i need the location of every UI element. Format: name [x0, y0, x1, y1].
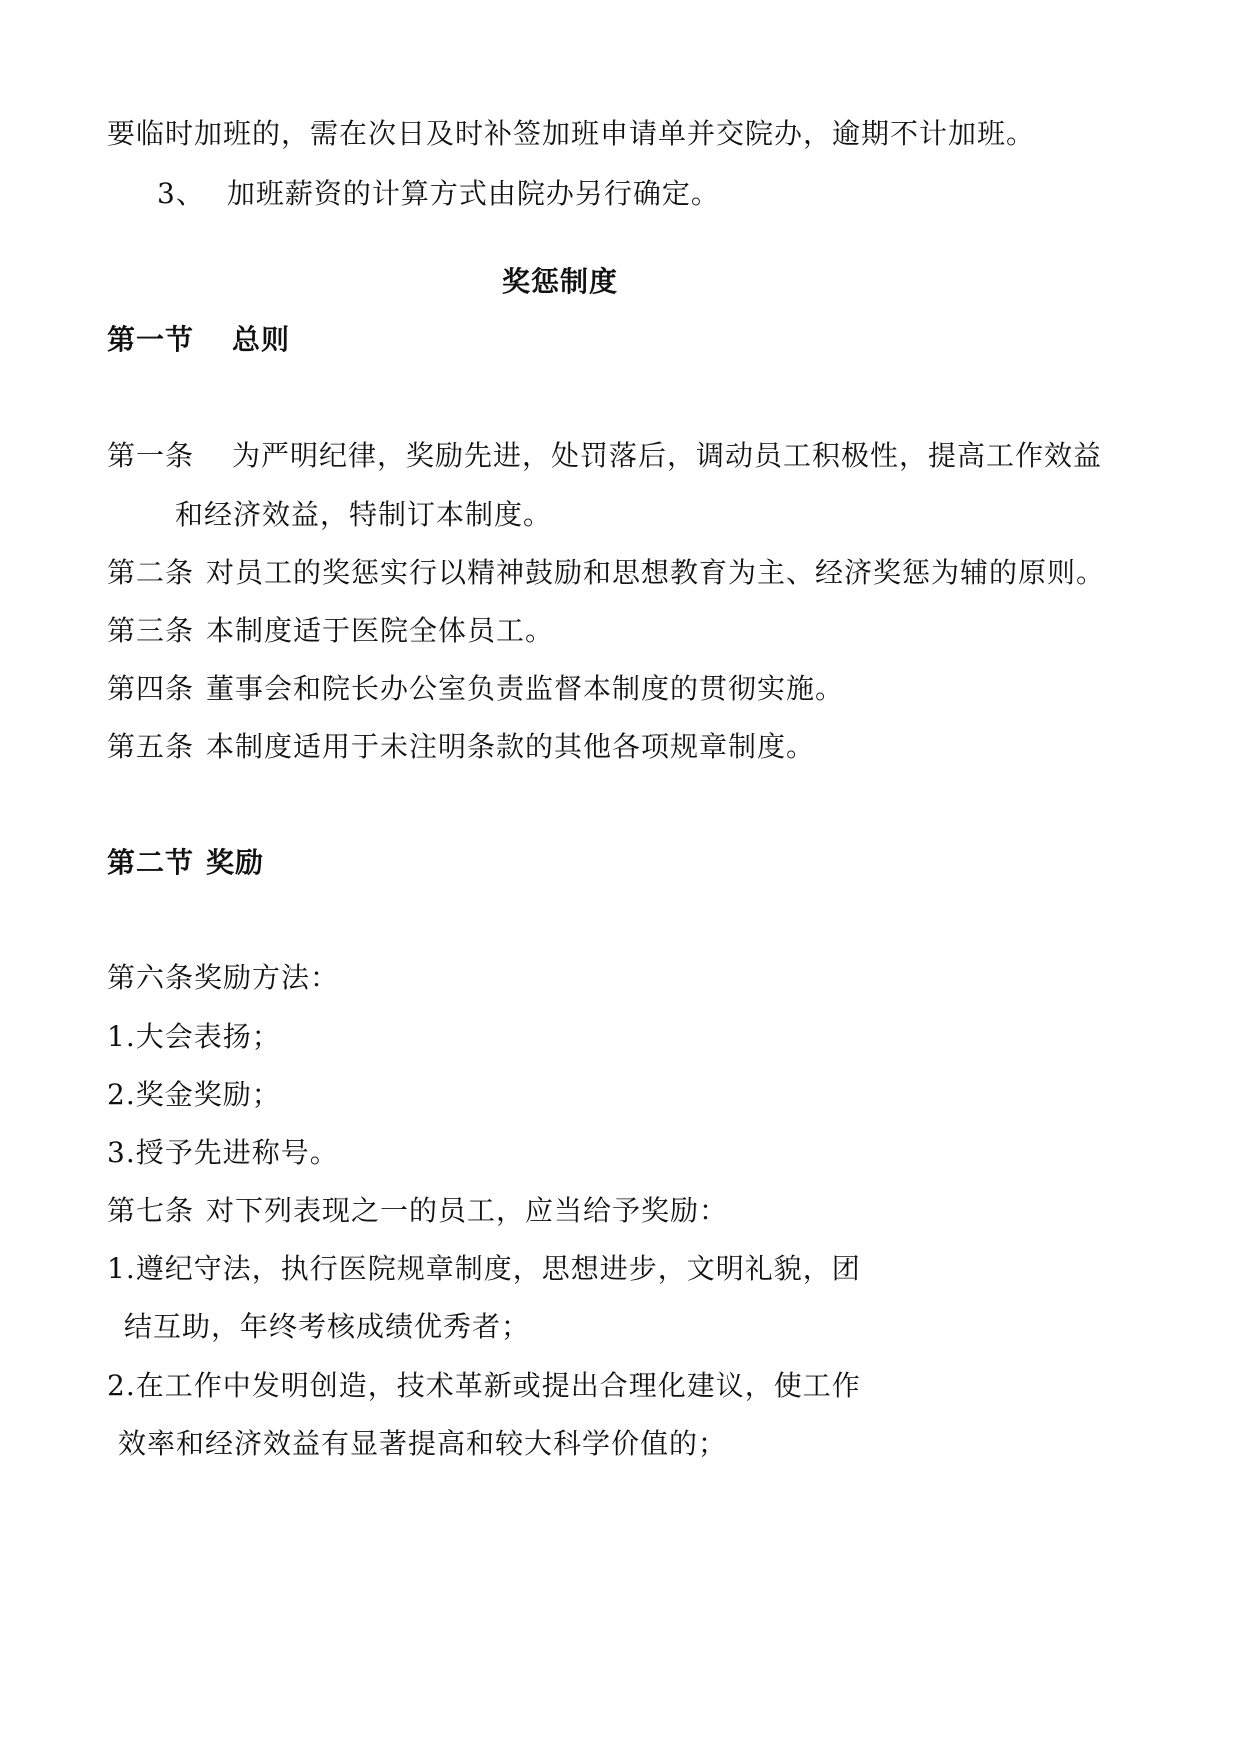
method-item-2: 2.奖金奖励； — [107, 1078, 281, 1111]
article-label: 第五条 — [107, 730, 195, 763]
item-text: 加班薪资的计算方式由院办另行确定。 — [226, 177, 720, 210]
article-5 — [107, 727, 815, 767]
article-1 — [107, 436, 1102, 476]
article-label: 第四条 — [107, 672, 195, 705]
article-text: 董事会和院长办公室负责监督本制度的贯彻实施。 — [206, 672, 845, 705]
article-label: 第二条 — [107, 556, 195, 589]
article-4 — [107, 669, 844, 709]
section-label: 第二节 — [107, 846, 195, 879]
section-title: 总则 — [232, 323, 291, 356]
condition-item-2: 2.在工作中发明创造，技术革新或提出合理化建议，使工作 — [107, 1369, 861, 1402]
article-text: 本制度适用于未注明条款的其他各项规章制度。 — [206, 730, 816, 763]
article-label: 第三条 — [107, 614, 195, 647]
section-2-heading — [107, 843, 264, 883]
item-number: 3、 — [157, 177, 205, 210]
article-3 — [107, 611, 554, 651]
article-text: 对员工的奖惩实行以精神鼓励和思想教育为主、经济奖惩为辅的原则。 — [206, 556, 1106, 589]
condition-item-2-cont: 效率和经济效益有显著提高和较大科学价值的； — [118, 1427, 728, 1460]
article-text: 本制度适于医院全体员工。 — [206, 614, 555, 647]
article-text: 对下列表现之一的员工，应当给予奖励： — [206, 1194, 729, 1227]
article-text: 为严明纪律，奖励先进，处罚落后，调动员工积极性，提高工作效益 — [232, 439, 1103, 472]
article-label: 第一条 — [107, 439, 195, 472]
article-2 — [107, 553, 1105, 593]
article-1-cont: 和经济效益，特制订本制度。 — [175, 498, 553, 531]
section-1-heading — [107, 320, 290, 360]
condition-item-1-cont: 结互助，年终考核成绩优秀者； — [124, 1310, 531, 1343]
section-label: 第一节 — [107, 323, 195, 356]
rewards-title: 奖惩制度 — [502, 265, 619, 298]
condition-item-1: 1.遵纪守法，执行医院规章制度，思想进步，文明礼貌，团 — [107, 1252, 861, 1285]
overtime-item-3 — [157, 174, 720, 214]
method-item-1: 1.大会表扬； — [107, 1020, 281, 1053]
overtime-line: 要临时加班的，需在次日及时补签加班申请单并交院办，逾期不计加班。 — [107, 117, 1036, 150]
article-label: 第七条 — [107, 1194, 195, 1227]
section-title: 奖励 — [206, 846, 265, 879]
method-item-3: 3.授予先进称号。 — [107, 1136, 339, 1169]
article-7 — [107, 1191, 728, 1231]
article-6: 第六条奖励方法： — [107, 961, 340, 994]
